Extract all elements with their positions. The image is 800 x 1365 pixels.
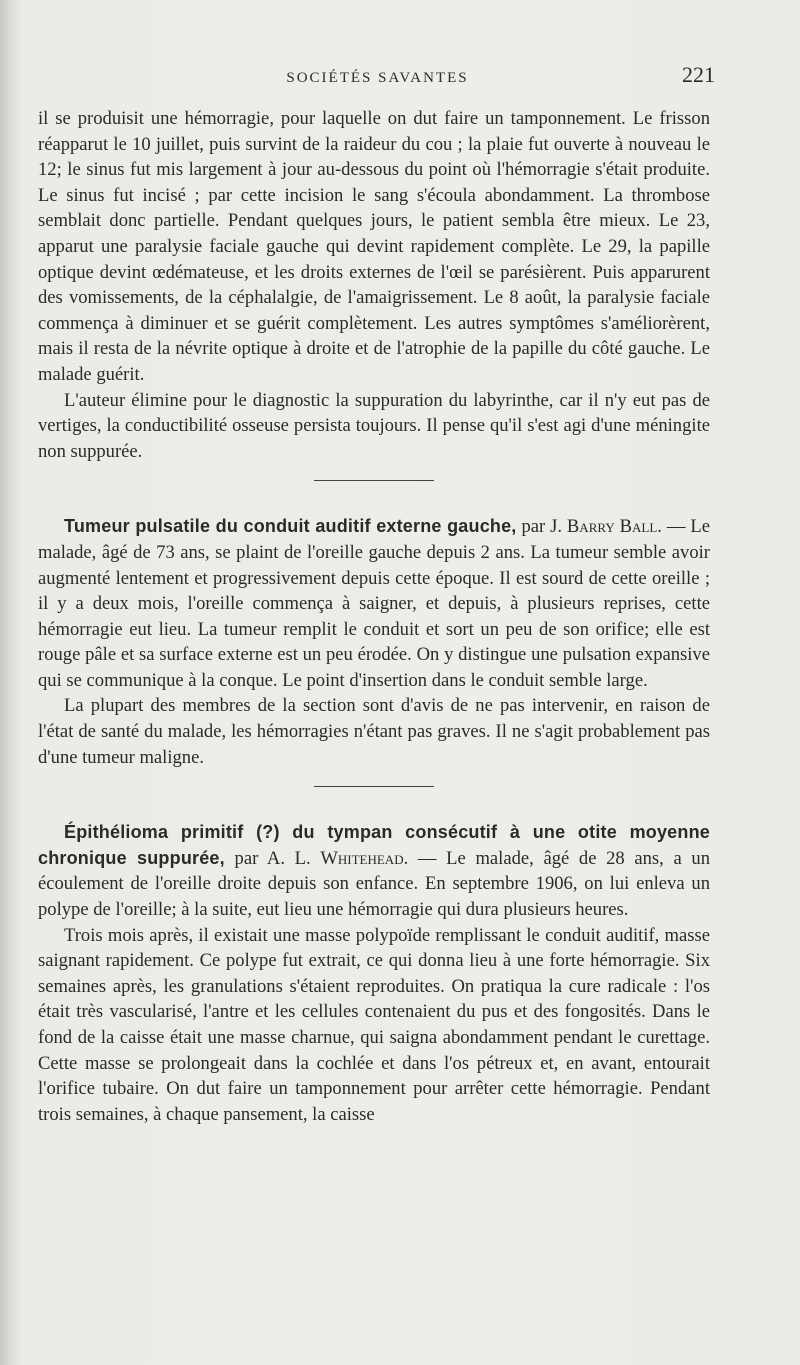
running-title: SOCIÉTÉS SAVANTES [286, 70, 469, 86]
page-header [40, 62, 715, 92]
author-prefix: par J. [521, 516, 562, 538]
page-body [38, 106, 710, 1127]
paragraph-text: — Le malade, âgé de 73 ans, se plaint de l'oreille gauche depuis 2 ans. La tumeur semble avoir augmenté lentement et progressivement depuis cette époque. Il est sourd de cette oreille ; il y a deux mois, l'oreille commença à saigner, et depuis, à plusieurs reprises, cette hémorragie eut lieu. La tumeur remplit le conduit et sort un peu de son orifice; elle est rouge pâle et sa surface externe est un peu érodée. On y distingue une pulsation expansive qui se communique à la conque. Le point d'insertion dans le conduit semble large. [38, 516, 710, 691]
author-name: Barry Ball. [566, 516, 662, 538]
section-lead-paragraph [38, 820, 710, 922]
author-name: Whitehead. [320, 847, 409, 869]
section-title: Épithélioma primitif (?) du tympan consécutif à une otite moyenne chronique suppurée, [38, 822, 710, 868]
paragraph: L'auteur élimine pour le diagnostic la suppuration du labyrinthe, car il n'y eut pas de vertiges, la conductibilité osseuse persista toujours. Il pense qu'il s'est agi d'une méningite non suppurée. [38, 389, 710, 462]
section-divider [314, 480, 434, 481]
author-prefix: par A. L. [234, 847, 311, 869]
section-title: Tumeur pulsatile du conduit auditif externe gauche, [64, 516, 517, 537]
section-lead-paragraph [38, 514, 710, 693]
paragraph: La plupart des membres de la section sont d'avis de ne pas intervenir, en raison de l'état de santé du malade, les hémorragies n'étant pas graves. Il ne s'agit probablement pas d'une tumeur maligne. [38, 695, 710, 768]
paragraph: il se produisit une hémorragie, pour laquelle on dut faire un tamponnement. Le frisson réapparut le 10 juillet, puis survint de la raideur du cou ; la plaie fut ouverte à nouveau le 12; le sinus fut mis largement à jour au-dessous du point où l'hémorragie s'était produite. Le sinus fut incisé ; par cette incision le sang s'écoula abondamment. La thrombose semblait donc partielle. Pendant quelques jours, le patient sembla être mieux. Le 23, apparut une paralysie faciale gauche qui devint rapidement complète. Le 29, la papille optique devint œdémateuse, et les droits externes de l'œil se parésièrent. Puis apparurent des vomissements, de la céphalalgie, de l'amaigrissement. Le 8 août, la paralysie faciale commença à diminuer et se guérit complètement. Les autres symptômes s'améliorèrent, mais il resta de la névrite optique à droite et de l'atrophie de la papille du côté gauche. Le malade guérit. [38, 108, 710, 385]
paragraph-text: — Le malade, âgé de 28 ans, a un écoulement de l'oreille droite depuis son enfance. En septembre 1906, on lui enleva un polype de l'oreille; à la suite, eut lieu une hémorragie qui dura plusieurs heures. [38, 847, 710, 921]
paragraph: Trois mois après, il existait une masse polypoïde remplissant le conduit auditif, masse saignant rapidement. Ce polype fut extrait, ce qui donna lieu à une forte hémorragie. Six semaines après, les granulations s'étaient reproduites. On pratiqua la cure radicale : l'os était très vascularisé, l'antre et les cellules contenaient du pus et des fongosités. Dans le fond de la caisse était une masse charnue, qui saigna abondamment pendant le curettage. Cette masse se prolongeait dans la cochlée et dans l'os pétreux et, en avant, entourait l'orifice tubaire. On dut faire un tamponnement pour arrêter cette hémorragie. Pendant trois semaines, à chaque pansement, la caisse [38, 924, 710, 1125]
page-number: 221 [682, 62, 715, 87]
section-divider [314, 786, 434, 787]
